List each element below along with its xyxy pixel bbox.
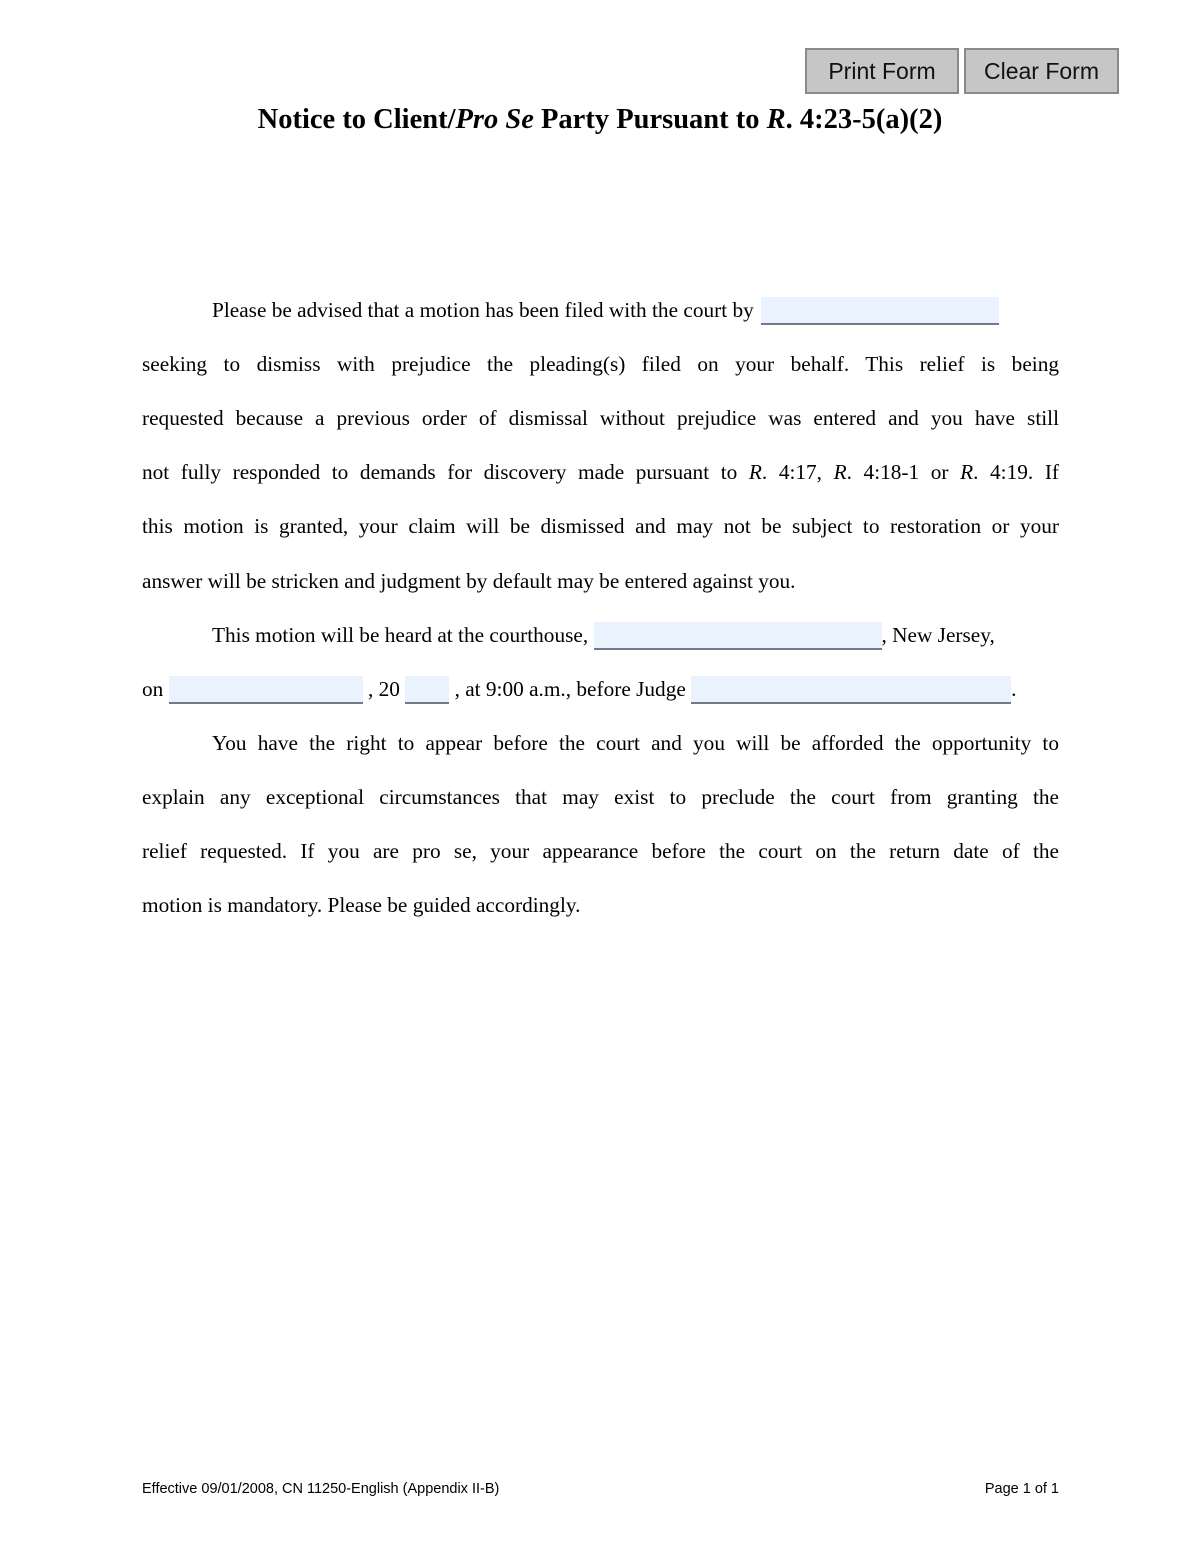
- footer-form-id: Effective 09/01/2008, CN 11250-English (Appendix II-B): [142, 1481, 500, 1497]
- para1-line4-c: . 4:17,: [761, 460, 834, 484]
- movant-name-field[interactable]: [761, 297, 999, 325]
- para1-line1: [212, 295, 1059, 325]
- para2-line1-b: , New Jersey,: [881, 623, 995, 647]
- title-part-4: R: [766, 104, 786, 135]
- title-part-5: . 4:23-5(a)(2): [785, 104, 943, 135]
- para1-line3: requested because a previous order of dismissal without prejudice was entered and you have still: [142, 406, 1059, 430]
- para3-line1: You have the right to appear before the court and you will be afforded the opportunity to: [212, 731, 1059, 755]
- clear-form-button[interactable]: Clear Form: [964, 48, 1119, 94]
- page-title: [0, 104, 1200, 136]
- hearing-year-field[interactable]: [405, 676, 449, 704]
- footer-page-number: Page 1 of 1: [984, 1481, 1059, 1497]
- title-part-2: Pro Se: [455, 104, 534, 135]
- para1-line1-text: Please be advised that a motion has been filed with the court by: [212, 298, 754, 322]
- para1-line2: seeking to dismiss with prejudice the pleading(s) filed on your behalf. This relief is being: [142, 352, 1059, 376]
- rule-r-1: R: [748, 460, 762, 484]
- judge-name-field[interactable]: [691, 676, 1011, 704]
- para2-line1-a: This motion will be heard at the courthouse,: [212, 623, 589, 647]
- title-part-3: Party Pursuant to: [533, 104, 767, 135]
- para1-line4-a: not fully responded to demands for discovery made pursuant to: [142, 460, 749, 484]
- para3-line2: explain any exceptional circumstances that may exist to preclude the court from granting the: [142, 785, 1059, 809]
- hearing-date-field[interactable]: [169, 676, 363, 704]
- para1-line4: [142, 457, 1059, 487]
- para2-line2-d: .: [1011, 677, 1017, 701]
- para2-line2-a: on: [142, 677, 164, 701]
- title-part-1: Notice to Client/: [257, 104, 456, 135]
- para2-line1: [212, 620, 1059, 650]
- para1-line6: answer will be stricken and judgment by default may be entered against you.: [142, 569, 796, 593]
- para2-line2-b: , 20: [367, 677, 400, 701]
- courthouse-field[interactable]: [594, 622, 882, 650]
- para2-line2: [142, 674, 1059, 704]
- print-form-button[interactable]: Print Form: [805, 48, 959, 94]
- para1-line5: this motion is granted, your claim will be dismissed and may not be subject to restoration or your: [142, 514, 1059, 538]
- para1-line4-g: . 4:19. If: [973, 460, 1060, 484]
- rule-r-3: R: [960, 460, 974, 484]
- para2-line2-c: , at 9:00 a.m., before Judge: [454, 677, 686, 701]
- rule-r-2: R: [833, 460, 847, 484]
- para3-line4: motion is mandatory. Please be guided accordingly.: [142, 893, 581, 917]
- para1-line4-e: . 4:18-1 or: [846, 460, 961, 484]
- para3-line3: relief requested. If you are pro se, your appearance before the court on the return date of the: [142, 839, 1059, 863]
